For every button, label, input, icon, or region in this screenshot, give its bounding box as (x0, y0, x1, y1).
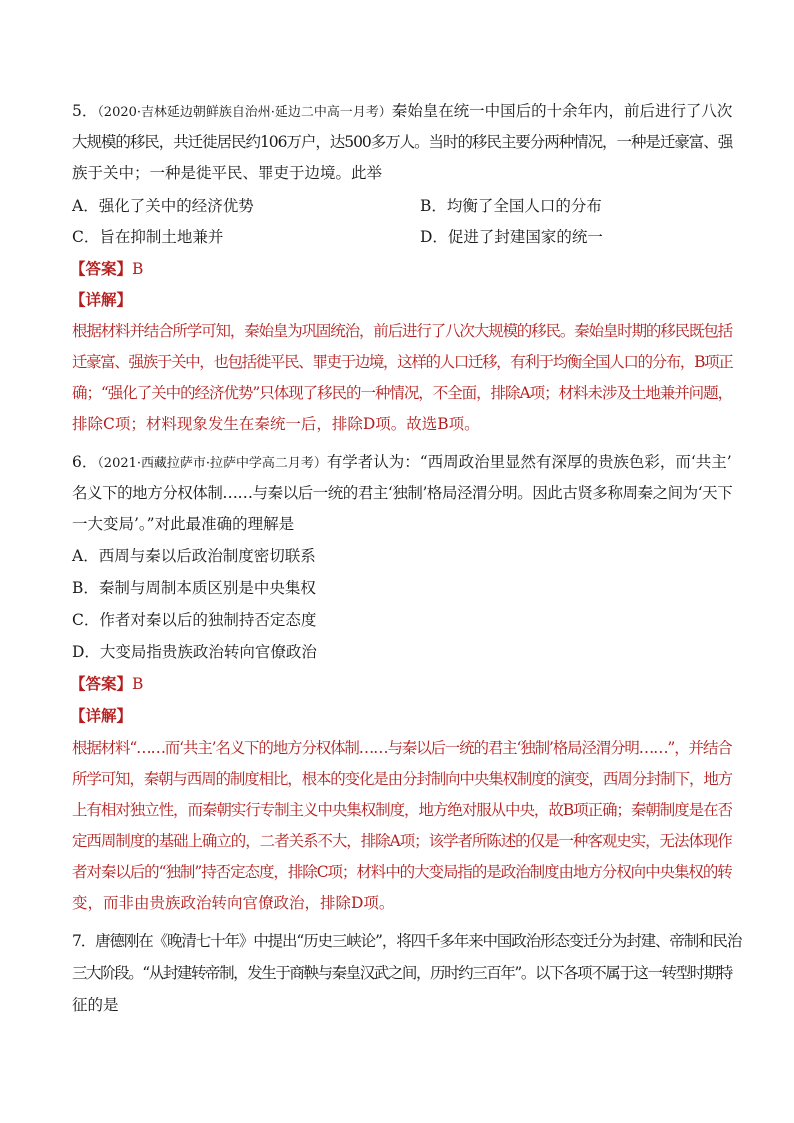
q6-detail-line-4: 定西周制度的基础上确立的，二者关系不大，排除A项；该学者所陈述的仅是一种客观史实，无法体现作 (72, 832, 732, 850)
q7-number: 7． (72, 932, 96, 950)
q5-options-row-2 (72, 226, 732, 248)
q5-detail-line-2: 迁豪富、强族于关中，也包括徙平民、罪吏于边境，这样的人口迁移，有利于均衡全国人口的分布，B项正 (72, 353, 733, 371)
q5-source: （2020·吉林延边朝鲜族自治州·延边二中高一月考） (97, 105, 392, 120)
q6-detail-heading (70, 705, 730, 727)
q5-detail-line-4: 排除C项；材料现象发生在秦统一后，排除D项。故选B项。 (72, 415, 480, 433)
q6-answer-value: B (132, 675, 144, 693)
q6-detail-line-5: 者对秦以后的“独制”持否定态度，排除C项；材料中的大变局指的是政治制度由地方分权向中央集权的转 (72, 863, 732, 881)
q5-option-c: C．旨在抑制土地兼并 (72, 228, 224, 246)
q5-detail-line-1: 根据材料并结合所学可知，秦始皇为巩固统治，前后进行了八次大规模的移民。秦始皇时期的移民既包括 (72, 322, 733, 340)
q5-number: 5． (72, 102, 98, 120)
q6-detail-label: 【详解】 (70, 706, 133, 725)
q5-detail-line-3: 确；“强化了关中的经济优势”只体现了移民的一种情况，不全面，排除A项；材料未涉及土地兼并问题， (72, 384, 733, 402)
q5-detail-heading (70, 289, 730, 311)
q6-detail-line-1: 根据材料“……而‘共主’名义下的地方分权体制……与秦以后一统的君主‘独制’格局泾渭分明……”，并结合 (72, 739, 732, 757)
q7-stem-line-2: 三大阶段。“从封建转帝制，发生于商鞅与秦皇汉武之间，历时约三百年”。以下各项不属于这一转型时期特 (72, 964, 732, 982)
q6-number: 6． (72, 453, 98, 471)
q6-stem-line-3: 一大变局’。”对此最准确的理解是 (72, 515, 295, 533)
q5-stem-line-1 (72, 100, 732, 124)
q5-stem-1: 秦始皇在统一中国后的十余年内，前后进行了八次 (391, 102, 733, 120)
q5-option-d: D．促进了封建国家的统一 (420, 228, 603, 246)
q7-stem-1: 唐德刚在《晚清七十年》中提出“历史三峡论”，将四千多年来中国政治形态变迁分为封建、帝制和民治 (95, 932, 742, 950)
q6-stem-line-1 (72, 451, 732, 475)
q7-stem-line-3: 征的是 (72, 996, 119, 1014)
q5-answer-label: 【答案】 (70, 259, 133, 278)
q6-detail-line-2: 所学可知，秦朝与西周的制度相比，根本的变化是由分封制向中央集权制度的演变，西周分封制下，地方 (72, 770, 733, 788)
q5-options-row-1 (72, 195, 732, 217)
q5-stem-line-2: 大规模的移民，共迁徙居民约106万户，达500多万人。当时的移民主要分两种情况，一种是迁豪富、强 (72, 133, 733, 151)
q5-option-b: B．均衡了全国人口的分布 (420, 197, 602, 215)
q5-option-a: A．强化了关中的经济优势 (72, 197, 254, 215)
q6-option-a: A．西周与秦以后政治制度密切联系 (72, 547, 316, 565)
q6-stem-line-2: 名义下的地方分权体制……与秦以后一统的君主‘独制’格局泾渭分明。因此古贤多称周秦之间为‘天下 (72, 484, 733, 502)
q5-answer (70, 258, 730, 280)
q6-option-d: D．大变局指贵族政治转向官僚政治 (72, 643, 317, 661)
q6-option-c: C．作者对秦以后的独制持否定态度 (72, 611, 317, 629)
q6-detail-line-3: 上有相对独立性，而秦朝实行专制主义中央集权制度，地方绝对服从中央，故B项正确；秦朝制度是在否 (72, 801, 732, 819)
q6-stem-1: 有学者认为：“西周政治里显然有深厚的贵族色彩，而‘共主’ (326, 453, 732, 471)
q6-detail-line-6: 变，而非由贵族政治转向官僚政治，排除D项。 (72, 894, 395, 912)
q5-answer-value: B (132, 260, 144, 278)
q6-answer-label: 【答案】 (70, 674, 133, 693)
q5-stem-line-3: 族于关中；一种是徙平民、罪吏于边境。此举 (72, 164, 383, 182)
q6-answer (70, 673, 730, 695)
q6-option-b: B．秦制与周制本质区别是中央集权 (72, 579, 316, 597)
q5-detail-label: 【详解】 (70, 290, 133, 309)
q7-stem-line-1 (72, 930, 742, 952)
q6-source: （2021·西藏拉萨市·拉萨中学高二月考） (97, 456, 327, 471)
